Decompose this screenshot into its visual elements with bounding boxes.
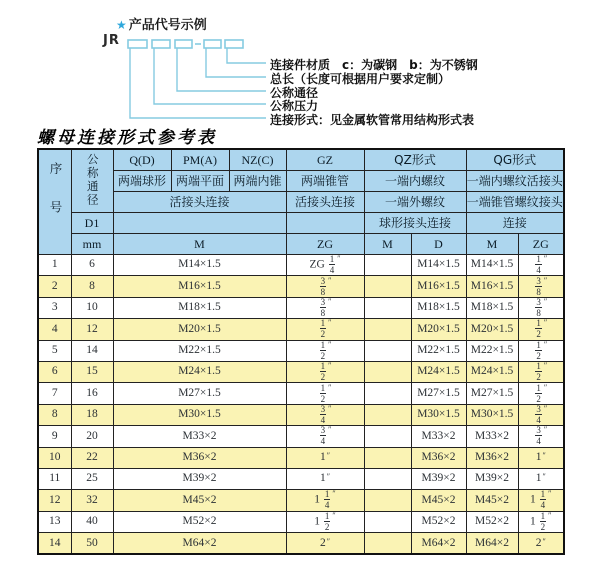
cell-mm: 15: [71, 361, 113, 382]
cell-qz-d: M30×1.5: [411, 404, 466, 425]
code-box-1: [128, 40, 147, 48]
cell-zg: 1 $\frac{1}{4}$ ″: [286, 490, 364, 511]
cell-m: M24×1.5: [113, 361, 286, 382]
cell-qg-m: M16×1.5: [466, 276, 518, 297]
cell-zg: $\frac{1}{2}$ ″: [286, 383, 364, 404]
cell-m: M14×1.5: [113, 255, 286, 276]
cell-qg-m: M24×1.5: [466, 361, 518, 382]
connector-line-2: [154, 48, 266, 104]
cell-qz-m: [364, 340, 411, 361]
table-row: [38, 383, 564, 404]
cell-zg: $\frac{1}{2}$ ″: [286, 361, 364, 382]
header-qz-d: D: [411, 234, 466, 255]
cell-zg: $\frac{3}{4}$ ″: [286, 426, 364, 447]
cell-zg: ZG $\frac{1}{4}$ ″: [286, 255, 364, 276]
cell-qz-m: [364, 361, 411, 382]
cell-qz-d: M33×2: [411, 426, 466, 447]
cell-mm: 20: [71, 426, 113, 447]
cell-qz-d: M24×1.5: [411, 361, 466, 382]
header-qg-conn: 连接: [466, 213, 564, 234]
cell-qz-d: M39×2: [411, 468, 466, 489]
header-qg-sub2: 一端锥管螺纹接头: [466, 192, 564, 213]
code-box-3: [175, 40, 192, 48]
cell-no: 6: [38, 361, 71, 382]
header-nz-sub: 两端内锥: [229, 171, 286, 192]
header-col-nz: NZ(C): [229, 149, 286, 171]
header-col-gz: GZ: [286, 149, 364, 171]
cell-no: 12: [38, 490, 71, 511]
header-qz-conn: 球形接头连接: [364, 213, 466, 234]
cell-qg-m: M52×2: [466, 511, 518, 532]
connector-line-5: [227, 48, 266, 63]
table-body: [38, 255, 564, 555]
cell-qg-m: M45×2: [466, 490, 518, 511]
cell-qg-m: M36×2: [466, 447, 518, 468]
cell-qg-zg: 1″: [518, 468, 564, 489]
cell-m: M52×2: [113, 511, 286, 532]
cell-qz-d: M27×1.5: [411, 383, 466, 404]
table-row: [38, 511, 564, 532]
cell-m: M27×1.5: [113, 383, 286, 404]
header-pm-sub: 两端平面: [171, 171, 229, 192]
header-qg-m: M: [466, 234, 518, 255]
code-box-4: [204, 40, 221, 48]
label-nominal-diameter: 公称通径: [270, 86, 319, 100]
cell-no: 13: [38, 511, 71, 532]
cell-zg: 2″: [286, 533, 364, 555]
cell-m: M18×1.5: [113, 297, 286, 318]
cell-qg-zg: $\frac{1}{2}$ ″: [518, 319, 564, 340]
cell-no: 2: [38, 276, 71, 297]
cell-qz-d: M18×1.5: [411, 297, 466, 318]
cell-qz-m: [364, 404, 411, 425]
cell-mm: 6: [71, 255, 113, 276]
cell-qg-zg: 2″: [518, 533, 564, 555]
cell-qg-zg: 1 $\frac{1}{2}$ ″: [518, 511, 564, 532]
cell-m: M33×2: [113, 426, 286, 447]
cell-no: 7: [38, 383, 71, 404]
header-empty-gz: [286, 213, 364, 234]
header-col-q: Q(D): [113, 149, 171, 171]
cell-mm: 16: [71, 383, 113, 404]
cell-no: 8: [38, 404, 71, 425]
cell-no: 14: [38, 533, 71, 555]
cell-zg: 1″: [286, 468, 364, 489]
cell-no: 3: [38, 297, 71, 318]
cell-qg-zg: $\frac{1}{2}$ ″: [518, 340, 564, 361]
cell-qz-m: [364, 319, 411, 340]
cell-zg: 1 $\frac{1}{2}$ ″: [286, 511, 364, 532]
cell-zg: $\frac{3}{8}$ ″: [286, 276, 364, 297]
cell-no: 9: [38, 426, 71, 447]
label-material: 连接件材质 c：为碳钢 b：为不锈钢: [270, 58, 478, 72]
header-gz-conn: 活接头连接: [286, 192, 364, 213]
code-box-5: [225, 40, 243, 48]
cell-mm: 50: [71, 533, 113, 555]
header-tongjing: 公称通径: [71, 149, 113, 213]
cell-qg-m: M20×1.5: [466, 319, 518, 340]
table-row: [38, 426, 564, 447]
cell-zg: $\frac{3}{4}$ ″: [286, 404, 364, 425]
cell-qz-m: [364, 255, 411, 276]
table-row: [38, 361, 564, 382]
cell-qz-m: [364, 533, 411, 555]
cell-no: 1: [38, 255, 71, 276]
cell-qg-zg: $\frac{1}{4}$ ″: [518, 255, 564, 276]
cell-qz-m: [364, 468, 411, 489]
cell-mm: 8: [71, 276, 113, 297]
label-nominal-pressure: 公称压力: [270, 99, 319, 113]
product-code-prefix: JR: [103, 33, 120, 48]
table-row: [38, 404, 564, 425]
cell-qz-m: [364, 297, 411, 318]
cell-m: M30×1.5: [113, 404, 286, 425]
cell-qz-m: [364, 426, 411, 447]
table-row: [38, 447, 564, 468]
cell-no: 11: [38, 468, 71, 489]
header-empty-m: [113, 213, 286, 234]
diagram-title-text: 产品代号示例: [128, 18, 207, 33]
cell-no: 10: [38, 447, 71, 468]
header-xuhao: 序号: [38, 149, 71, 255]
cell-qz-d: M64×2: [411, 533, 466, 555]
cell-mm: 25: [71, 468, 113, 489]
table-title: 螺母连接形式参考表: [37, 128, 217, 148]
table-row: [38, 490, 564, 511]
cell-qg-zg: $\frac{3}{8}$ ″: [518, 297, 564, 318]
cell-mm: 10: [71, 297, 113, 318]
table-row: [38, 319, 564, 340]
header-gz-sub: 两端锥管: [286, 171, 364, 192]
star-icon: ★: [116, 18, 127, 32]
cell-m: M39×2: [113, 468, 286, 489]
cell-mm: 18: [71, 404, 113, 425]
cell-qz-d: M22×1.5: [411, 340, 466, 361]
table-row: [38, 297, 564, 318]
cell-qg-m: M27×1.5: [466, 383, 518, 404]
label-total-length: 总长（长度可根据用户要求定制）: [270, 72, 451, 86]
cell-zg: $\frac{1}{2}$ ″: [286, 340, 364, 361]
cell-no: 4: [38, 319, 71, 340]
cell-qg-m: M22×1.5: [466, 340, 518, 361]
cell-qz-d: M36×2: [411, 447, 466, 468]
cell-qg-zg: $\frac{3}{8}$ ″: [518, 276, 564, 297]
nut-connection-reference-table: [37, 148, 565, 555]
cell-qz-m: [364, 447, 411, 468]
header-col-qg: QG形式: [466, 149, 564, 171]
cell-qz-m: [364, 490, 411, 511]
cell-m: M45×2: [113, 490, 286, 511]
header-col-qz: QZ形式: [364, 149, 466, 171]
cell-qz-m: [364, 511, 411, 532]
header-qg-sub1: 一端内螺纹活接头: [466, 171, 564, 192]
connector-line-1: [130, 48, 266, 118]
cell-qg-m: M14×1.5: [466, 255, 518, 276]
header-qg-zg: ZG: [518, 234, 564, 255]
cell-zg: 1″: [286, 447, 364, 468]
cell-qg-zg: 1 $\frac{1}{4}$ ″: [518, 490, 564, 511]
cell-qg-m: M18×1.5: [466, 297, 518, 318]
header-qz-m: M: [364, 234, 411, 255]
cell-no: 5: [38, 340, 71, 361]
cell-m: M16×1.5: [113, 276, 286, 297]
header-qz-sub1: 一端内螺纹: [364, 171, 466, 192]
cell-qz-m: [364, 276, 411, 297]
cell-mm: 22: [71, 447, 113, 468]
cell-m: M20×1.5: [113, 319, 286, 340]
cell-qz-m: [364, 383, 411, 404]
connector-line-3: [177, 48, 266, 91]
cell-m: M36×2: [113, 447, 286, 468]
cell-qg-zg: $\frac{3}{4}$ ″: [518, 426, 564, 447]
header-m: M: [113, 234, 286, 255]
header-qz-sub2: 一端外螺纹: [364, 192, 466, 213]
cell-qg-zg: $\frac{1}{2}$ ″: [518, 383, 564, 404]
header-q-sub: 两端球形: [113, 171, 171, 192]
cell-qg-m: M64×2: [466, 533, 518, 555]
code-box-2: [152, 40, 170, 48]
table-row: [38, 276, 564, 297]
header-col-pm: PM(A): [171, 149, 229, 171]
cell-mm: 32: [71, 490, 113, 511]
table-row: [38, 468, 564, 489]
label-connection-form: 连接形式：见金属软管常用结构形式表: [270, 113, 475, 127]
cell-mm: 14: [71, 340, 113, 361]
cell-qz-d: M52×2: [411, 511, 466, 532]
cell-m: M64×2: [113, 533, 286, 555]
cell-qg-zg: $\frac{1}{2}$ ″: [518, 361, 564, 382]
cell-qz-d: M20×1.5: [411, 319, 466, 340]
cell-qg-zg: 1″: [518, 447, 564, 468]
header-d1: D1: [71, 213, 113, 234]
header-mm: mm: [71, 234, 113, 255]
cell-qg-m: M33×2: [466, 426, 518, 447]
cell-zg: $\frac{1}{2}$ ″: [286, 319, 364, 340]
table-row: [38, 340, 564, 361]
cell-qg-zg: $\frac{3}{4}$ ″: [518, 404, 564, 425]
cell-mm: 12: [71, 319, 113, 340]
cell-zg: $\frac{3}{8}$ ″: [286, 297, 364, 318]
cell-qg-m: M30×1.5: [466, 404, 518, 425]
cell-qz-d: M45×2: [411, 490, 466, 511]
table-row: [38, 533, 564, 555]
cell-qz-d: M16×1.5: [411, 276, 466, 297]
header-m-group-conn: 活接头连接: [113, 192, 286, 213]
cell-mm: 40: [71, 511, 113, 532]
header-zg: ZG: [286, 234, 364, 255]
cell-m: M22×1.5: [113, 340, 286, 361]
cell-qg-m: M39×2: [466, 468, 518, 489]
table-row: [38, 255, 564, 276]
cell-qz-d: M14×1.5: [411, 255, 466, 276]
